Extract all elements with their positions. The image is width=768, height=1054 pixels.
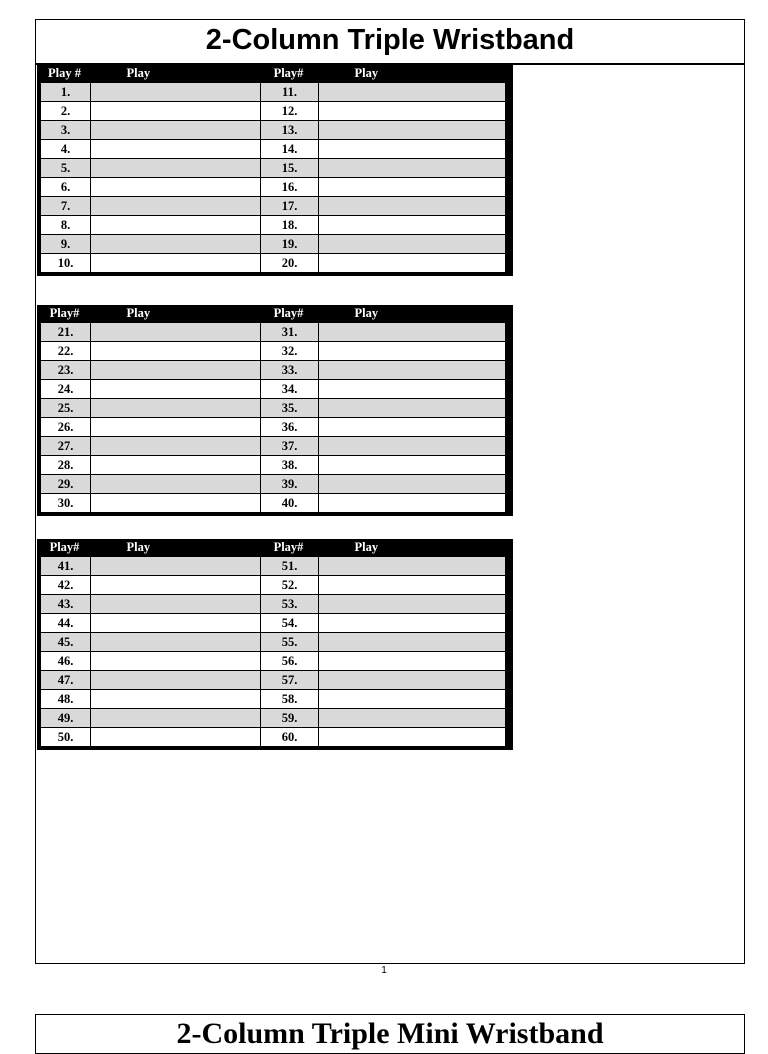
play-entry-cell[interactable] — [91, 235, 261, 254]
play-number-cell: 21. — [41, 323, 91, 342]
play-entry-cell[interactable] — [91, 576, 261, 595]
play-entry-cell[interactable] — [91, 728, 261, 747]
play-entry-cell[interactable] — [91, 595, 261, 614]
play-entry-cell[interactable] — [91, 557, 261, 576]
play-number-cell: 10. — [41, 254, 91, 273]
play-entry-cell[interactable] — [91, 361, 261, 380]
play-entry-cell[interactable] — [319, 254, 506, 273]
play-entry-cell[interactable] — [91, 342, 261, 361]
play-number-cell: 41. — [41, 557, 91, 576]
play-number-cell: 57. — [261, 671, 319, 690]
table-row — [41, 557, 506, 576]
play-entry-cell[interactable] — [319, 83, 506, 102]
play-entry-cell[interactable] — [319, 456, 506, 475]
play-entry-cell[interactable] — [319, 216, 506, 235]
table-row — [41, 418, 506, 437]
play-entry-cell[interactable] — [91, 690, 261, 709]
column-header-play: Play — [126, 306, 151, 320]
play-entry-cell[interactable] — [91, 121, 261, 140]
play-number-cell: 55. — [261, 633, 319, 652]
column-header-play: Play — [126, 540, 151, 554]
play-number-cell: 17. — [261, 197, 319, 216]
column-header-play-number: Play # — [48, 66, 81, 80]
column-header-play-number: Play# — [49, 540, 80, 554]
play-entry-cell[interactable] — [319, 418, 506, 437]
play-number-cell: 50. — [41, 728, 91, 747]
play-number-cell: 13. — [261, 121, 319, 140]
play-number-cell: 37. — [261, 437, 319, 456]
column-header-play-number: Play# — [273, 306, 304, 320]
play-entry-cell[interactable] — [91, 475, 261, 494]
table-row — [41, 121, 506, 140]
play-number-cell: 9. — [41, 235, 91, 254]
column-header-play-number: Play# — [273, 66, 304, 80]
table-row — [41, 633, 506, 652]
play-number-cell: 51. — [261, 557, 319, 576]
play-number-cell: 42. — [41, 576, 91, 595]
play-entry-cell[interactable] — [91, 159, 261, 178]
play-number-cell: 46. — [41, 652, 91, 671]
play-number-cell: 28. — [41, 456, 91, 475]
play-entry-cell[interactable] — [91, 494, 261, 513]
table-row — [41, 475, 506, 494]
play-number-cell: 6. — [41, 178, 91, 197]
column-header-play-number: Play# — [273, 540, 304, 554]
play-number-cell: 34. — [261, 380, 319, 399]
play-entry-cell[interactable] — [319, 140, 506, 159]
play-entry-cell[interactable] — [91, 709, 261, 728]
play-number-cell: 48. — [41, 690, 91, 709]
play-number-cell: 49. — [41, 709, 91, 728]
table-row — [41, 456, 506, 475]
play-entry-cell[interactable] — [91, 418, 261, 437]
play-number-cell: 26. — [41, 418, 91, 437]
play-entry-cell[interactable] — [319, 652, 506, 671]
play-number-cell: 8. — [41, 216, 91, 235]
table-row — [41, 235, 506, 254]
play-entry-cell[interactable] — [319, 380, 506, 399]
play-number-cell: 40. — [261, 494, 319, 513]
play-entry-cell[interactable] — [319, 399, 506, 418]
table-row — [41, 159, 506, 178]
column-header-play-number: Play# — [49, 306, 80, 320]
play-entry-cell[interactable] — [319, 728, 506, 747]
play-entry-cell[interactable] — [319, 159, 506, 178]
table-row — [41, 178, 506, 197]
column-header-play: Play — [126, 66, 151, 80]
table-row — [41, 254, 506, 273]
page-number: 1 — [381, 965, 387, 976]
play-entry-cell[interactable] — [319, 361, 506, 380]
table-row — [41, 728, 506, 747]
play-number-cell: 19. — [261, 235, 319, 254]
play-entry-cell[interactable] — [319, 178, 506, 197]
play-entry-cell[interactable] — [91, 178, 261, 197]
play-entry-cell[interactable] — [91, 102, 261, 121]
play-entry-cell[interactable] — [319, 235, 506, 254]
play-number-cell: 25. — [41, 399, 91, 418]
play-number-cell: 35. — [261, 399, 319, 418]
page-title: 2-Column Triple Wristband — [36, 20, 744, 65]
play-number-cell: 53. — [261, 595, 319, 614]
table-row — [41, 399, 506, 418]
play-number-cell: 20. — [261, 254, 319, 273]
play-entry-cell[interactable] — [319, 633, 506, 652]
table-row — [41, 216, 506, 235]
play-entry-cell[interactable] — [319, 576, 506, 595]
play-entry-cell[interactable] — [91, 380, 261, 399]
next-page-title: 2-Column Triple Mini Wristband — [35, 1014, 745, 1054]
play-entry-cell[interactable] — [91, 254, 261, 273]
play-entry-cell[interactable] — [91, 140, 261, 159]
table-row — [41, 140, 506, 159]
table-row — [41, 197, 506, 216]
play-number-cell: 4. — [41, 140, 91, 159]
column-header-play: Play — [354, 66, 379, 80]
play-number-cell: 60. — [261, 728, 319, 747]
play-number-cell: 45. — [41, 633, 91, 652]
play-entry-cell[interactable] — [319, 671, 506, 690]
play-number-cell: 59. — [261, 709, 319, 728]
play-number-cell: 2. — [41, 102, 91, 121]
play-number-cell: 5. — [41, 159, 91, 178]
play-entry-cell[interactable] — [91, 216, 261, 235]
play-number-cell: 36. — [261, 418, 319, 437]
play-entry-cell[interactable] — [319, 102, 506, 121]
play-number-cell: 31. — [261, 323, 319, 342]
table-row — [41, 690, 506, 709]
play-entry-cell[interactable] — [319, 475, 506, 494]
wristband-table-1 — [37, 65, 513, 276]
play-number-cell: 54. — [261, 614, 319, 633]
play-entry-cell[interactable] — [319, 323, 506, 342]
play-number-cell: 22. — [41, 342, 91, 361]
play-entry-cell[interactable] — [319, 197, 506, 216]
play-entry-cell[interactable] — [91, 671, 261, 690]
play-number-cell: 38. — [261, 456, 319, 475]
table-row — [41, 323, 506, 342]
play-entry-cell[interactable] — [91, 197, 261, 216]
play-number-cell: 39. — [261, 475, 319, 494]
play-entry-cell[interactable] — [91, 456, 261, 475]
play-entry-cell[interactable] — [319, 557, 506, 576]
play-number-cell: 58. — [261, 690, 319, 709]
play-entry-cell[interactable] — [319, 595, 506, 614]
table-row — [41, 342, 506, 361]
table-row — [41, 671, 506, 690]
play-number-cell: 7. — [41, 197, 91, 216]
play-number-cell: 24. — [41, 380, 91, 399]
table-row — [41, 83, 506, 102]
play-entry-cell[interactable] — [319, 709, 506, 728]
play-number-cell: 32. — [261, 342, 319, 361]
table-row — [41, 614, 506, 633]
play-entry-cell[interactable] — [319, 690, 506, 709]
table-row — [41, 102, 506, 121]
play-entry-cell[interactable] — [319, 614, 506, 633]
play-number-cell: 12. — [261, 102, 319, 121]
play-number-cell: 16. — [261, 178, 319, 197]
play-number-cell: 44. — [41, 614, 91, 633]
table-row — [41, 709, 506, 728]
table-row — [41, 652, 506, 671]
play-number-cell: 27. — [41, 437, 91, 456]
column-header-play: Play — [354, 306, 379, 320]
table-row — [41, 494, 506, 513]
play-number-cell: 15. — [261, 159, 319, 178]
play-entry-cell[interactable] — [91, 437, 261, 456]
wristband-table-2 — [37, 305, 513, 516]
table-row — [41, 595, 506, 614]
document-page — [35, 19, 745, 964]
wristband-table-3 — [37, 539, 513, 750]
play-entry-cell[interactable] — [91, 323, 261, 342]
play-number-cell: 33. — [261, 361, 319, 380]
play-number-cell: 30. — [41, 494, 91, 513]
play-entry-cell[interactable] — [319, 437, 506, 456]
play-number-cell: 47. — [41, 671, 91, 690]
table-row — [41, 361, 506, 380]
play-entry-cell[interactable] — [319, 494, 506, 513]
play-entry-cell[interactable] — [91, 633, 261, 652]
play-number-cell: 14. — [261, 140, 319, 159]
table-row — [41, 437, 506, 456]
play-entry-cell[interactable] — [91, 614, 261, 633]
play-entry-cell[interactable] — [319, 342, 506, 361]
play-number-cell: 52. — [261, 576, 319, 595]
play-entry-cell[interactable] — [91, 83, 261, 102]
play-number-cell: 1. — [41, 83, 91, 102]
play-number-cell: 11. — [261, 83, 319, 102]
play-number-cell: 23. — [41, 361, 91, 380]
play-entry-cell[interactable] — [91, 652, 261, 671]
play-entry-cell[interactable] — [319, 121, 506, 140]
table-row — [41, 576, 506, 595]
play-number-cell: 3. — [41, 121, 91, 140]
column-header-play: Play — [354, 540, 379, 554]
play-number-cell: 56. — [261, 652, 319, 671]
play-number-cell: 18. — [261, 216, 319, 235]
table-row — [41, 380, 506, 399]
play-entry-cell[interactable] — [91, 399, 261, 418]
play-number-cell: 43. — [41, 595, 91, 614]
play-number-cell: 29. — [41, 475, 91, 494]
